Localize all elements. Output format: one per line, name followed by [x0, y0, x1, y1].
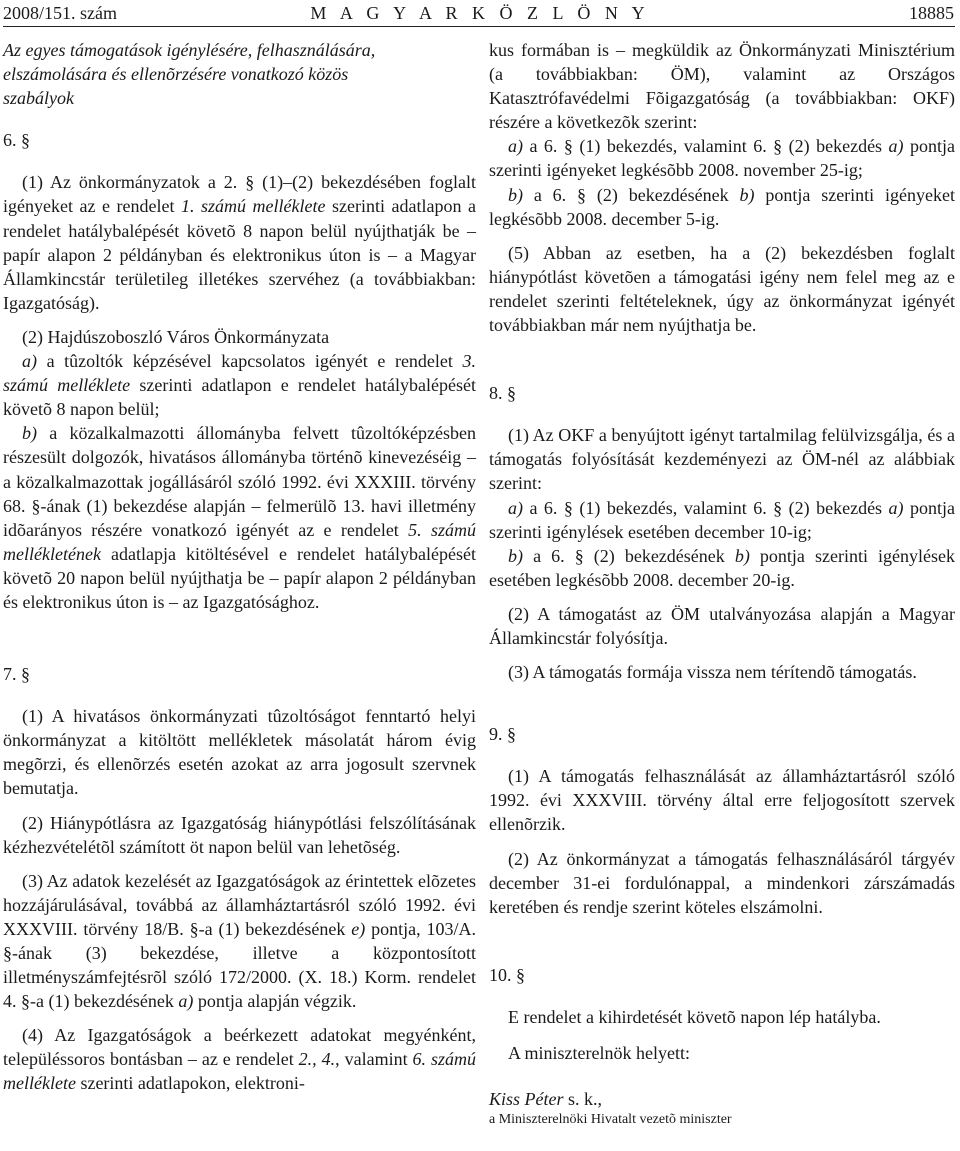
list-item: a) a 6. § (1) bekezdés, valamint 6. § (2) bekezdés a) pontja szerinti igényeket legkésõbb 2008. november 25-ig;: [489, 136, 955, 181]
signatory-name: Kiss Péter s. k.,: [489, 1089, 603, 1110]
journal-title: M A G Y A R K Ö Z L Ö N Y: [310, 3, 650, 23]
section-heading-10: 10. §: [489, 964, 525, 985]
right-column: [489, 38, 955, 1129]
chapter-title-line: elszámolására és ellenõrzésére vonatkozó közös: [3, 64, 349, 85]
paragraph: (2) Az önkormányzat a támogatás felhasználásáról tárgyév december 31-ei fordulónappal, a mindenkori zárszámadás keretében és rendje szerint köteles elszámolni.: [489, 848, 955, 917]
paragraph: (3) A támogatás formája vissza nem térítendõ támogatás.: [508, 662, 917, 683]
list-item: a) a 6. § (1) bekezdés, valamint 6. § (2) bekezdés a) pontja szerinti igénylések esetében december 10-ig;: [489, 497, 955, 542]
paragraph: (1) Az OKF a benyújtott igényt tartalmilag felülvizsgálja, és a támogatás folyósítását kezdeményezi az ÖM-nél az alábbiak szerint:: [489, 425, 955, 494]
list-item: a) a tûzoltók képzésével kapcsolatos igényét e rendelet 3. számú melléklete szerinti adatlapon e rendelet hatálybalépését követõ 8 napon belül;: [3, 351, 476, 420]
paragraph: kus formában is – megküldik az Önkormányzati Minisztérium (a továbbiakban: ÖM), valamint az Országos Katasztrófavédelmi Fõigazgatóság (a továbbiakban: OKF) részére a következõk szerint:: [489, 40, 955, 133]
header-rule: [3, 26, 955, 27]
paragraph: (2) Hiánypótlásra az Igazgatóság hiánypótlási felszólításának kézhezvételétõl számított öt napon belül van lehetõség.: [3, 812, 476, 857]
chapter-title-line: szabályok: [3, 88, 74, 109]
issue-number: 2008/151. szám: [3, 3, 117, 23]
paragraph: (2) A támogatást az ÖM utalványozása alapján a Magyar Államkincstár folyósítja.: [489, 603, 955, 648]
page-number: 18885: [909, 3, 954, 23]
paragraph: E rendelet a kihirdetését követõ napon lép hatályba.: [508, 1006, 881, 1027]
deputy-line: A miniszterelnök helyett:: [508, 1043, 690, 1063]
left-column: [3, 38, 476, 1096]
list-item: b) a 6. § (2) bekezdésének b) pontja szerinti igényeket legkésõbb 2008. december 5-ig.: [489, 184, 955, 229]
paragraph: (4) Az Igazgatóságok a beérkezett adatokat megyénként, településsoros bontásban – az e rendelet 2., 4., valamint 6. számú melléklete szerinti adatlapokon, elektroni-: [3, 1025, 476, 1094]
paragraph: (1) Az önkormányzatok a 2. § (1)–(2) bekezdésében foglalt igényeket az e rendelet 1. számú melléklete szerinti adatlapon a rendelet hatálybalépését követõ 8 napon belül nyújthatják be – papír alapon 2 példányban és elektronikus úton is – a Magyar Államkincstár területileg illetékes szervéhez (a továbbiakban: Igazgatóság).: [3, 172, 476, 313]
list-item: b) a közalkalmazotti állományba felvett tûzoltóképzésben részesült dolgozók, hivatásos állományba történõ kinevezéséig – a közalkalmazottak jogállásáról szóló 1992. évi XXXIII. törvény 68. §-ának (1) bekezdése alapján – felmerülõ 13. havi illetmény idõarányos részére vonatkozó igényét az e rendelet 5. számú mellékletének adatlapja kitöltésével e rendelet hatálybalépését követõ 20 napon belül nyújthatja be – papír alapon 2 példányban és elektronikus úton is – az Igazgatósághoz.: [3, 423, 476, 612]
paragraph: (2) Hajdúszoboszló Város Önkormányzata: [22, 326, 330, 347]
paragraph: (3) Az adatok kezelését az Igazgatóságok az érintettek elõzetes hozzájárulásával, továbbá az államháztartásról szóló 1992. évi XXXVIII. törvény 18/B. §-a (1) bekezdésének e) pontja, 103/A. §-ának (3) bekezdése, illetve a központosított illetményszámfejtésrõl szóló 172/2000. (X. 18.) Korm. rendelet 4. §-a (1) bekezdésének a) pontja alapján végzik.: [3, 870, 476, 1012]
chapter-title-line: Az egyes támogatások igénylésére, felhasználására,: [3, 40, 376, 60]
section-heading-6: 6. §: [3, 130, 30, 151]
section-heading-7: 7. §: [3, 664, 30, 685]
paragraph: (1) A hivatásos önkormányzati tûzoltóságot fenntartó helyi önkormányzat a kitöltött mellékletek másolatát három évig megõrzi, és ellenõrzés esetén azokat az arra jogosult szervnek bemutatja.: [3, 706, 476, 799]
signatory-title: a Miniszterelnöki Hivatalt vezetõ miniszter: [489, 1112, 732, 1128]
paragraph: (1) A támogatás felhasználását az államháztartásról szóló 1992. évi XXXVIII. törvény által erre feljogosított szervek ellenõrzik.: [489, 766, 955, 835]
section-heading-9: 9. §: [489, 724, 516, 745]
section-heading-8: 8. §: [489, 383, 516, 404]
list-item: b) a 6. § (2) bekezdésének b) pontja szerinti igénylések esetében legkésõbb 2008. december 20-ig.: [489, 545, 955, 590]
paragraph: (5) Abban az esetben, ha a (2) bekezdésben foglalt hiánypótlást követõen a támogatási igény nem felel meg az e rendelet szerinti feltételeknek, úgy az önkormányzat igényét továbbiakban már nem nyújthatja be.: [489, 242, 955, 336]
